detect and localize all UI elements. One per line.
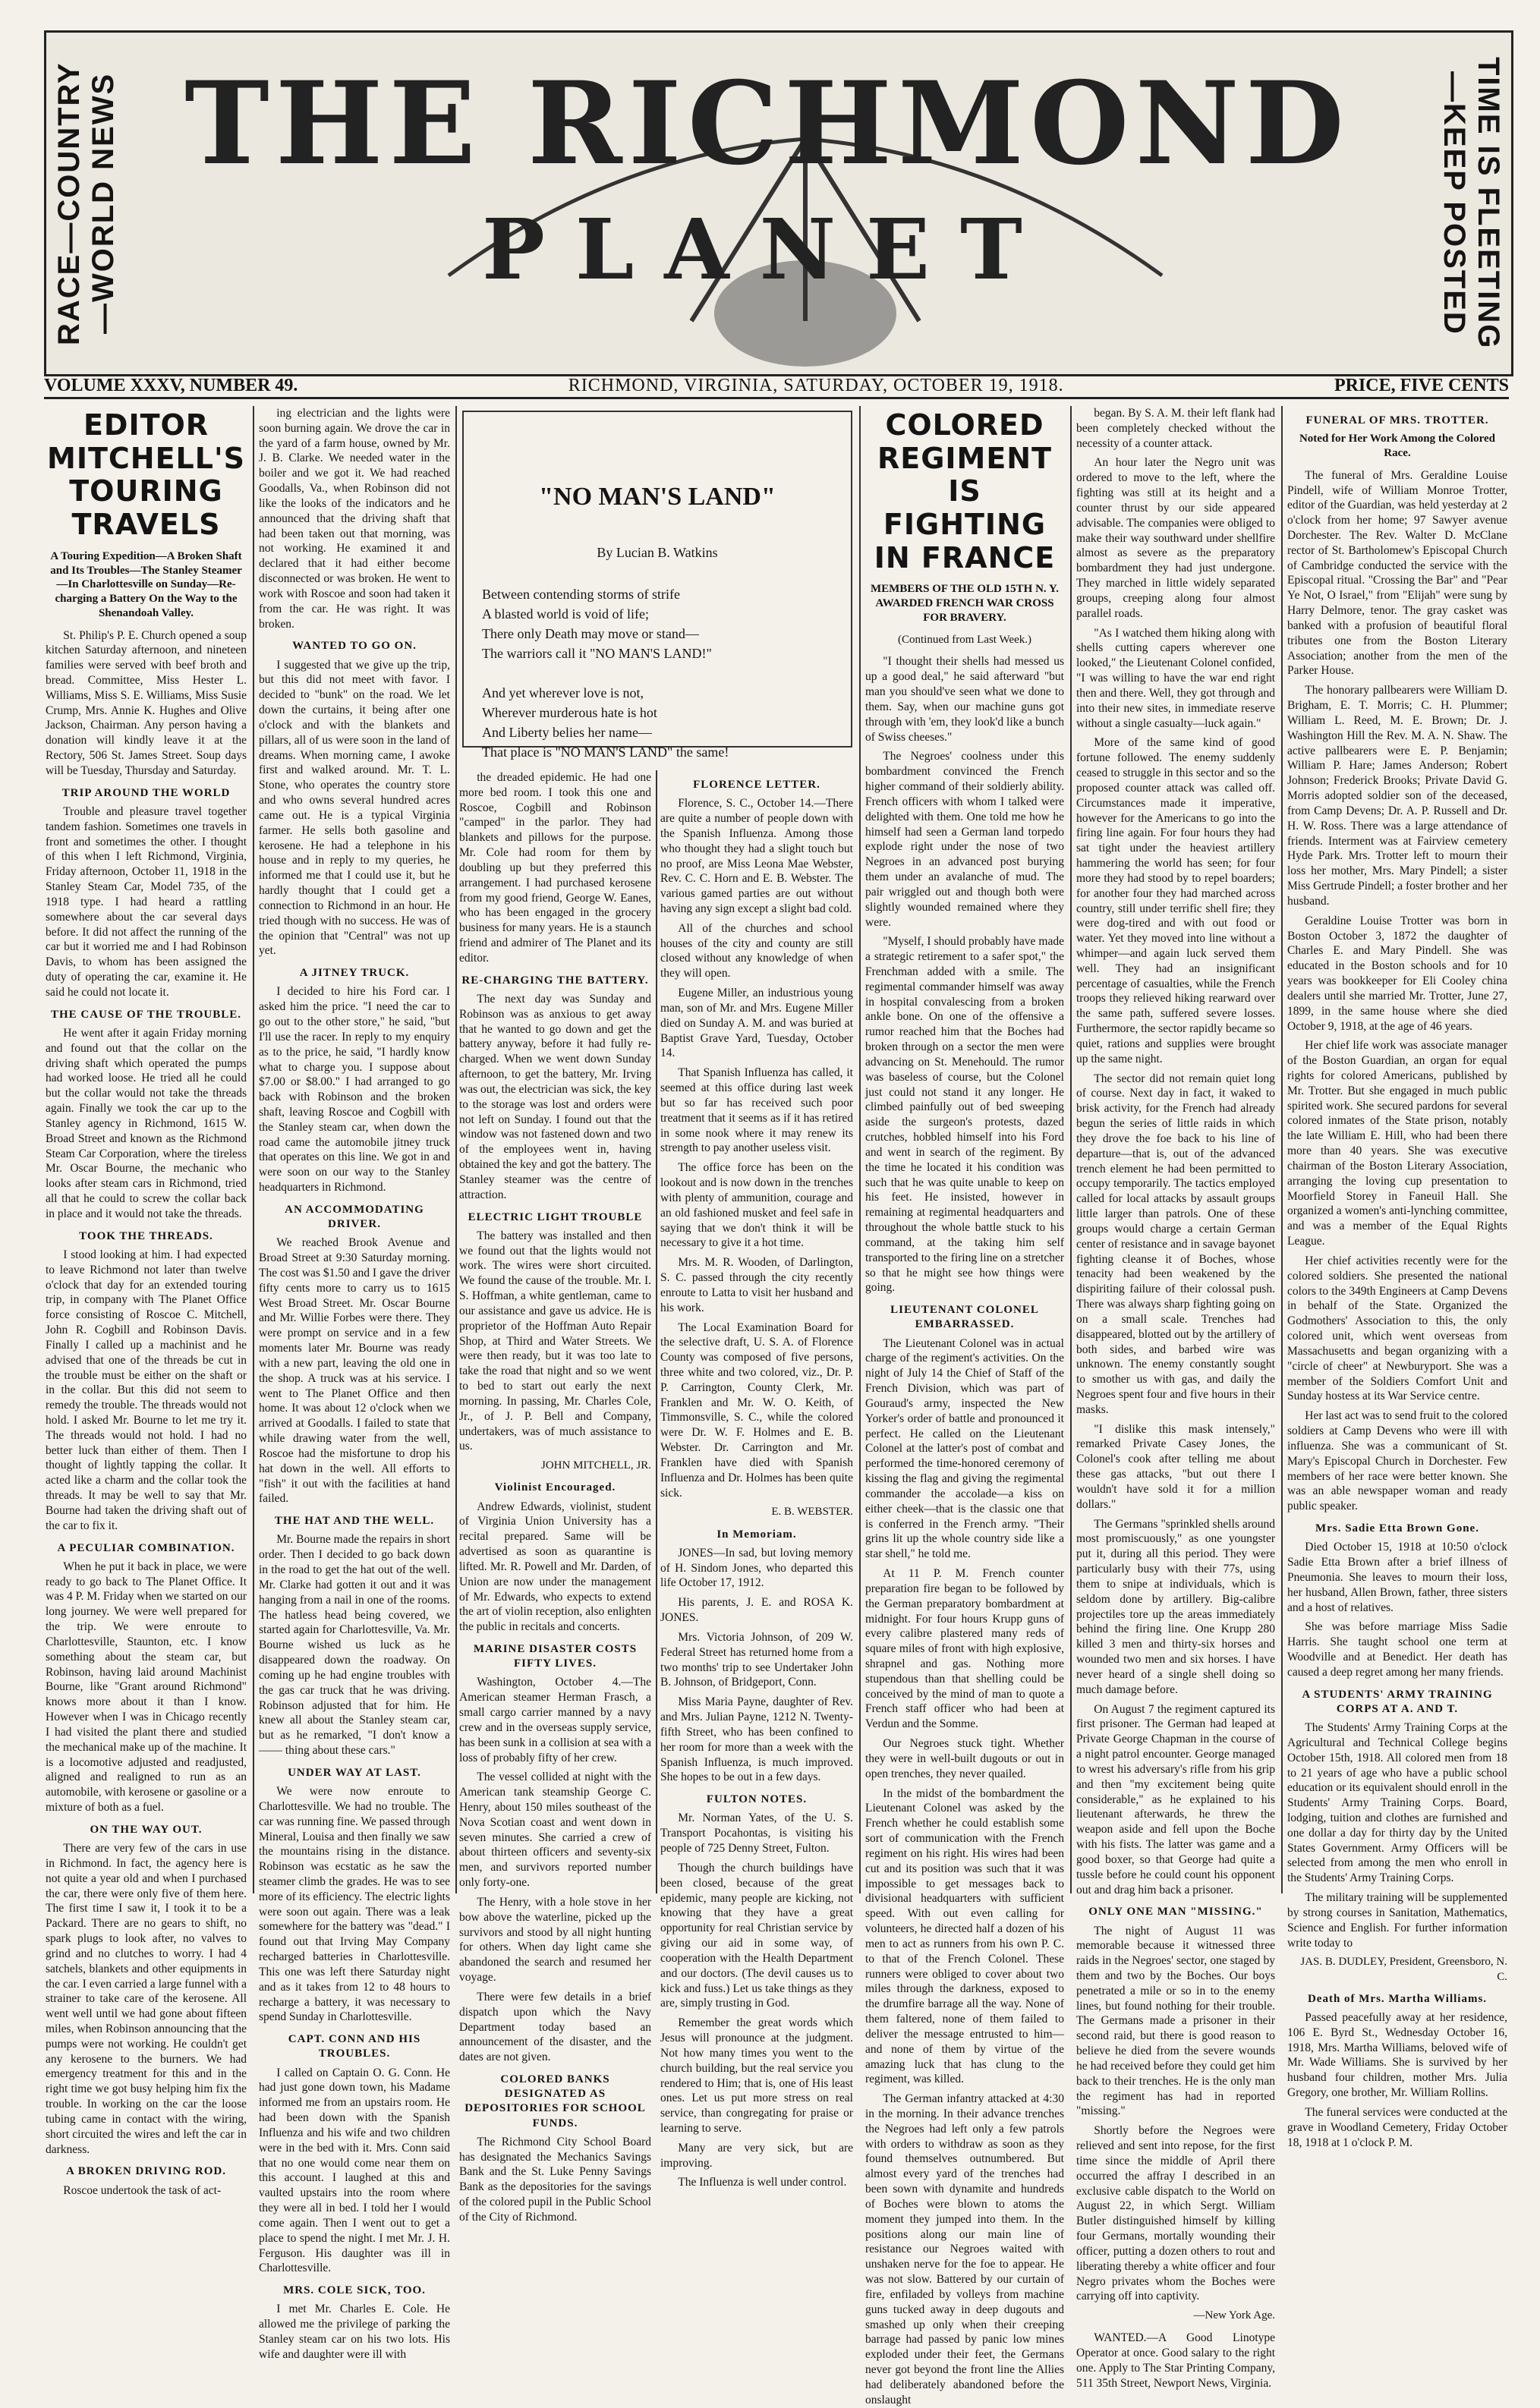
poem-line: There only Death may move or stand— — [482, 625, 699, 641]
paragraph: I stood looking at him. I had expected to leave Richmond not later than twelve o'clock that day for an extended touring trip, in company with The Planet Office force consisting of Roscoe C. Mitchell, John R. Cogbill and Robinson Davis. Finally I called up a machinist and he advised that one of the threads be cut in the trouble must be either on the shaft or in the collar. But this did not seem to remedy the trouble. The threads would not hold. I asked Mr. Bourne to let me try it. The threads would not hold. I had no better luck than either of them. Then I thought of lightly tapping the collar. It acted like a charm and the collar took the threads. It may be well to say that Mr. Bourne had taken the driving shaft out of the car to fix it. — [46, 1248, 247, 1532]
paragraph: She was before marriage Miss Sadie Harris. She taught school one term at Woodville and at Benedict. Her death has caused a deep regret among her many friends. — [1287, 1620, 1507, 1679]
dateline — [44, 374, 1509, 399]
paragraph: More of the same kind of good fortune followed. The enemy suddenly ceased to struggle in this sector and so the proposed counter attack was called off. Circumstances made it imperative, however for the Americans to go into the firing line again. For four hours they had sat tight under the heaviest artillery hammering the world has seen; for four more they had stood by to repel boarders; for another four they had marched across country, still under terrific shell fire; they were dog-tired and with out food or water. Yet they moved into line without a whimper—and again luck served them well. They had an insignificant percentage of casualties, while the French troops they relieved hiking rearward over the same path, suffered severe losses. Furthermore, the sector rapidly became so quiet, rations and supplies were brought up the same night. — [1076, 736, 1275, 1066]
subhead: Mrs. Sadie Etta Brown Gone. — [1315, 1522, 1479, 1535]
poem-line: That place is "NO MAN'S LAND" the same! — [482, 744, 729, 760]
paragraph: "I thought their shells had messed us up a good deal," he said afterward "but man you should've seen what we done to them. Say, when our machine guns got through with 'em, they look'd like a bunch of Swiss cheeses." — [865, 655, 1064, 744]
masthead-right-motto: TIME IS FLEETING—KEEP POSTED — [1438, 57, 1505, 350]
subhead: MRS. COLE SICK, TOO. — [283, 2284, 426, 2297]
paragraph: On August 7 the regiment captured its first prisoner. The German had leaped at Private George Chapman in the course of a night patrol encounter. George managed to wrest his adversary's rifle from his grip and then "my excitement being quite considerable," as he explained to his lieutenant afterwards, he threw the weapon aside and fell upon the Boche with his fists. The latter was game and a good boxer, so that George had quite a tussle before he could count his opponent out and drag him back a prisoner. — [1076, 1702, 1275, 1896]
paragraph: the dreaded epidemic. He had one more bed room. I took this one and Roscoe, Cogbill and Robinson "camped" in the parlor. They had blankets and pillows for the purpose. Mr. Cole had room for them by doubling up but they preferred this arrangement. I had purchased kerosene from my good friend, George W. Eanes, who has been engaged in the grocery business for many years. He is a staunch friend and admirer of The Planet and its editor. — [459, 771, 651, 965]
paragraph: Shortly before the Negroes were relieved and sent into repose, for the first time since the middle of April there occurred the affray I described in an exclusive cable dispatch to the World on August 22, in which Sergt. William Butler distinguished himself by killing four Germans, mortally wounding their officer, putting a dozen others to rout and liberating thereby a white officer and four Negro privates whom the Boches were carrying off into captivity. — [1076, 2124, 1275, 2303]
paragraph: The funeral of Mrs. Geraldine Louise Pindell, wife of William Monroe Trotter, editor of the Guardian, was held yesterday at 2 o'clock from her home; 97 Sawyer avenue Dorchester. The Rev. Walter D. McClane rector of St. Bartholomew's Episcopal Church of Cambridge conducted the service with the Episcopal ritual. "Crossing the Bar" and "Pear Ye Not, O Israel," from "Elijah" were sung by Harry Delmore, tenor. The gray casket was banked with a profusion of beautiful floral tributes one from the Boston Literary Association; another from the men of the Parker House. — [1287, 468, 1507, 678]
paragraph: The honorary pallbearers were William D. Brigham, E. T. Morris; C. H. Plummer; William L. Reed, M. E. Brown; Dr. J. Washington Hill the Rev. M. A. N. Shaw. The active pallbearers were E. P. Benjamin; William P. Hare; James Anderson; Robert Johnson; Frederick Brooks; Private David G. Morris adopted soldier son of the deceased, from Camp Devens; Dr. A. P. Russell and Dr. H. W. Ross. There was a large attendance of friends. Interment was at Fairview cemetery Hyde Park. Mrs. Trotter left to mourn their loss her mother, Mrs. Mary Pindell; a sister Miss Gertrude Pindell; a foster brother and her husband. — [1287, 684, 1507, 908]
paragraph: I decided to hire his Ford car. I asked him the price. "I need the car to go out to the other store," he said, "but I'll use the racer. In reply to my enquiry as to the price, he said, "I hardly know what to charge you. I suppose about $7.00 or $8.00." I had arranged to go back with Robinson and the broken shaft, leaving Roscoe and Cogbill with the Stanley steam car, when down the road came the automobile jitney truck that operates on this line. We got in and were soon on our way to the Stanley headquarters in Richmond. — [259, 985, 450, 1195]
deck-trotter: Noted for Her Work Among the Colored Race. — [1299, 433, 1496, 459]
paragraph: Washington, October 4.—The American steamer Herman Frasch, a small cargo carrier manned by a navy crew and in the overseas supply service, has been sunk in a collision at sea with a loss of probably fifty of her crew. — [459, 1676, 651, 1764]
paragraph: Died October 15, 1918 at 10:50 o'clock Sadie Etta Brown after a brief illness of Pneumonia. She leaves to mourn their loss, her husband, Allen Brown, father, three sisters and a host of relatives. — [1287, 1541, 1507, 1614]
poem-title: "NO MAN'S LAND" — [539, 483, 776, 511]
paragraph: The next day was Sunday and Robinson was as anxious to get away that he wanted to go down and get the battery anyway, before it had fully re-charged. When we went down Sunday afternoon, to get the battery, Mr. Irving was out, the electrician was sick, the key to the storage was lost and orders were not left on Sunday. I found out that the window was not fastened down and two of the employees went in, having obtained the key and got the battery. The Stanley steamer was the centre of attraction. — [459, 992, 651, 1201]
paragraph: We were now enroute to Charlottesville. We had no trouble. The car was running fine. We passed through Mineral, Louisa and then finally we saw the mountains rising in the distance. Robinson was ecstatic as he saw the steamer climb the grades. He was to see more of its efficiency. The electric lights were soon out again. There was a leak somewhere for the battery was "dead." I found out that Irving May Company recharged batteries in Charlottesville. This one was left there Saturday night and as it takes from 12 to 48 hours to recharge a battery, it was necessary to spend Sunday in Charlottesville. — [259, 1785, 450, 2024]
paragraph: Eugene Miller, an industrious young man, son of Mr. and Mrs. Eugene Miller died on Sunday A. M. and was buried at Baptist Grave Yard, Tuesday, October 14. — [660, 987, 853, 1060]
subhead: MARINE DISASTER COSTS FIFTY LIVES. — [473, 1642, 638, 1670]
signature: —New York Age. — [1193, 2309, 1275, 2322]
paragraph: "I dislike this mask intensely," remarked Private Casey Jones, the Colonel's cook after telling me about these gas attacks, "but out there I wouldn't have sold it for a million dollars." — [1076, 1422, 1275, 1511]
column-rule — [656, 770, 657, 1893]
subhead: LIEUTENANT COLONEL EMBARRASSED. — [890, 1304, 1039, 1331]
paragraph: The sector did not remain quiet long of course. Next day in fact, it waked to brisk activity, for the French had already begun the series of little raids in which they drove the foe back to his line of departure—that is, out of the advanced trench element he had been permitted to occupy temporarily. The tactics employed called for local attacks by assault groups little larger than patrols. One of these groups would charge a certain German center of resistance and in savage bayonet fighting cleanse it of Boches, whose tenacity had been weakened by the dispiriting failure of their colossal push. There was always sharp fighting going on on a small scale. Trenches had disappeared, blotted out by the artillery of both sides, and barbed wire was unknown. The enemy constantly sought to smother us with gas, and daily the Negroes spent four and five hours in their masks. — [1076, 1072, 1275, 1416]
paragraph: There were few details in a brief dispatch upon which the Navy Department today based an announcement of the disaster, and the dates are not given. — [459, 1990, 651, 2064]
paragraph: Roscoe undertook the task of act- — [63, 2183, 222, 2197]
poem-line: The warriors call it "NO MAN'S LAND!" — [482, 645, 712, 661]
poem-line: And yet wherever love is not, — [482, 685, 644, 700]
paragraph: The funeral services were conducted at the grave in Woodland Cemetery, Friday October 18, 1918 at 1 o'clock P. M. — [1287, 2105, 1507, 2149]
poem-author: By Lucian B. Watkins — [597, 544, 718, 560]
headline-editor-mitchell: EDITOR MITCHELL'S TOURING TRAVELS — [47, 408, 245, 542]
paragraph: Trouble and pleasure travel together tandem fashion. Sometimes one travels in front and sometimes the other. I thought of this when I left Richmond, Virginia, Friday afternoon, October 11, 1918 in the Stanley Steam Car, Model 735, of the 1918 type. I had heard a rattling somewhere about the car several days before. It did not affect the running of the car but it worried me and I had Robinson Davis, to whom has been assigned the duty of operating the car, examine it. He said he could not locate it. — [46, 804, 247, 999]
column-rule — [455, 406, 457, 1893]
masthead-title-line2: PLANET — [482, 200, 1053, 298]
column-2 — [259, 406, 450, 2361]
masthead-title — [160, 55, 1375, 304]
column-6 — [1076, 406, 1275, 2390]
paragraph: The Germans "sprinkled shells around most promiscuously," as one youngster put it, during all this period. They were particularly busy with their 77s, using them to snipe at individuals, which is seldom done by artillery. Big-calibre projectiles tore up the areas immediately behind the firing line. One Krupp 280 killed 3 men and thirty-six horses and wounded two men and six horses. I have never heard of a single shell doing so much damage before. — [1076, 1517, 1275, 1696]
poem-box-container — [459, 406, 855, 763]
paragraph: Andrew Edwards, violinist, student of Virginia Union University has a recital prepared. Same will be advertised as soon as quarantine is lifted. Mr. R. Powell and Mr. Darden, of Union are now under the management of Mr. Edwards, who expects to extend the art of violin reception, also enlighten the public in recitals and concerts. — [459, 1500, 651, 1634]
paragraph: began. By S. A. M. their left flank had been completely checked without the necessity of a counter attack. — [1076, 407, 1275, 450]
paragraph: Remember the great words which Jesus will pronounce at the judgment. Not how many times you went to the church building, but the real service you rendered to Him; that is, one of His least ones. Let us put more stress on real service, than congregating for praise or learning to serve. — [660, 2016, 853, 2135]
subhead: COLORED BANKS DESIGNATED AS DEPOSITORIES FOR SCHOOL FUNDS. — [465, 2073, 646, 2129]
subhead: A PECULIAR COMBINATION. — [57, 1541, 235, 1554]
subhead: CAPT. CONN AND HIS TROUBLES. — [288, 2033, 421, 2060]
column-rule — [253, 406, 254, 1893]
paragraph: Miss Maria Payne, daughter of Rev. and Mrs. Julian Payne, 1212 N. Twenty-fifth Street, who has been confined to her room for more than a week with the Spanish Influenza, is much improved. She hopes to be out in a few days. — [660, 1695, 853, 1784]
paragraph: Mrs. M. R. Wooden, of Darlington, S. C. passed through the city recently enroute to Latta to visit her husband and his work. — [660, 1256, 853, 1314]
column-3 — [459, 770, 651, 2224]
column-1 — [46, 406, 247, 2197]
poem-line: Wherever murderous hate is hot — [482, 705, 657, 721]
paragraph: "Myself, I should probably have made a strategic retirement to a safer spot," the Frenchman added with a smile. The regimental commander himself was away in hospital convalescing from a broken ankle bone. On one of the offensive a rumor reached him that the Boches had broken through on a sector the men were advancing on St. Menehould. The rumor was baseless of course, but the Colonel just could not stand it any longer. He climbed painfully out of bed sweeping aside the surgeon's protests, dazed crutches, hobbled himself into his Ford and went in search of the regiment. By the time he located it his condition was such that he was quite unable to keep on his feet. He insisted, however in remaining at regimental headquarters and throughout the whole battle stuck to his command, at the taking him self transported to the firing line on a stretcher so that he might see how things were going. — [865, 935, 1064, 1295]
paragraph: Florence, S. C., October 14.—There are quite a number of people down with the Spanish Influenza. Among those who thought they had a slight touch but no proof, are Miss Leona Mae Webster, Rev. C. C. Horn and E. B. Webster. The various gamed parties are out without having any sign except a slight bad cold. — [660, 797, 853, 915]
paragraph: St. Philip's P. E. Church opened a soup kitchen Saturday afternoon, and nineteen families were served with beef broth and bread. Committee, Miss Hester L. Williams, Miss S. E. Williams, Miss Susie Crump, Mrs. Annie K. Hughes and Olive Jackson, Chairman. Any person having a donation will kindly leave it at the Rectory, 506 St. James Street. Soup days will be Tuesday, Thursday and Saturday. — [46, 628, 247, 777]
paragraph: I called on Captain O. G. Conn. He had just gone down town, his Madame informed me from an upstairs room. He had been down with the Spanish Influenza and his wife and two children were in the bed with it. Mrs. Conn said that no one would come near them on this account. I laughed at this and vaulted upstairs into the room where they were all in bed. I told her I would come again. Then I went out to get a place to spend the night. I met Mr. J. H. Ferguson. His daughter was ill in Charlottesville. — [259, 2066, 450, 2275]
paragraph: Geraldine Louise Trotter was born in Boston October 3, 1872 the daughter of Charles E. and Mary Pindell. She was educated in the Boston schools and for 10 years was bookkeeper for Eli Cooley china dealers until she married Mr. Trotter, June 27, 1899, in the same house where she died October 9, 1918, at the age of 46 years. — [1287, 914, 1507, 1033]
subhead: A BROKEN DRIVING ROD. — [65, 2165, 227, 2178]
deck-touring: A Touring Expedition—A Broken Shaft and Its Troubles—The Stanley Steamer—In Charlottesville on Sunday—Re-charging a Battery On the Way to the Shenandoah Valley. — [50, 549, 242, 619]
subhead: FLORENCE LETTER. — [693, 779, 820, 791]
column-5 — [865, 406, 1064, 2406]
paragraph: Her last act was to send fruit to the colored soldiers at Camp Devens who were ill with influenza. She was a communicant of St. Mary's Episcopal Church in Dorchester. Few members of her race were better known. She was an able newspaper woman and ready public speaker. — [1287, 1409, 1507, 1513]
paragraph: The Students' Army Training Corps at the Agricultural and Technical College begins October 15th, 1918. All colored men from 18 to 21 years of age who have a public school education or its equivalent should enroll in the Students' Army Training Corps. Board, lodging, tuition and clothes are furnished and one dollar a day for thirty day by the United States Government. Army Officers will be selected from among the men who enroll in the Students' Army Training Corps. — [1287, 1721, 1507, 1885]
subhead: FUNERAL OF MRS. TROTTER. — [1305, 414, 1489, 427]
headline-colored-regiment: COLORED REGIMENT IS FIGHTING IN FRANCE — [874, 408, 1056, 574]
subhead: RE-CHARGING THE BATTERY. — [461, 974, 649, 987]
subhead: A JITNEY TRUCK. — [299, 967, 410, 980]
paragraph: WANTED.—A Good Linotype Operator at once. Good salary to the right one. Apply to The Star Printing Company, 511 35th Street, Newport News, Virginia. — [1076, 2331, 1275, 2390]
paragraph: "As I watched them hiking along with shells cutting capers wherever one looked," the Lieutenant Colonel confided, "I was willing to have the war end right then and there. Well, they got through and into their new sites, in immediate reserve without a single casualty—luck again." — [1076, 626, 1275, 730]
paragraph: JONES—In sad, but loving memory of H. Sindom Jones, who departed this life October 17, 1912. — [660, 1546, 853, 1590]
subhead: THE CAUSE OF THE TROUBLE. — [50, 1008, 242, 1021]
continued-note: (Continued from Last Week.) — [898, 633, 1031, 646]
subhead: Violinist Encouraged. — [494, 1481, 616, 1494]
paragraph: He went after it again Friday morning and found out that the collar on the driving shaft which operated the pumps had worked loose. He tried all he could but the collar would not take the threads again. Finally we took the car up to the Stanley agency in Richmond, 1615 W. Broad Street and known as the Richmond Steam Car Corporation, where the tireless Mr. Oscar Bourne, the mechanic who looks after steam cars in Richmond, tried all that he could to screw the collar back in place and it would not take the threads. — [46, 1026, 247, 1220]
paragraph: There are very few of the cars in use in Richmond. In fact, the agency here is not quite a year old and when I purchased the car, there were only five of them here. The first time I saw it, I took it to be a Packard. There are no gears to shift, no spark plugs to look after, no valves to grind and no clutches to worry. I had 4 satchels, blankets and other equipments in the car. I even carried a large funnel with a strainer to take care of the kerosene. All went well until we had gone about fifteen miles, when Robinson announcing that the pumps were not working. He couldn't get any kerosene to the burners. We had emergency treatment for this and in the right time we got busy helping him fix the trouble. In working on the car the loose tubing came in contact with the wiring, short circuited the wires and left the car in darkness. — [46, 1842, 247, 2156]
paragraph: The Influenza is well under control. — [678, 2176, 847, 2189]
paragraph: His parents, J. E. and ROSA K. JONES. — [660, 1596, 853, 1625]
paragraph: Passed peacefully away at her residence, 106 E. Byrd St., Wednesday October 16, 1918, Mrs. Martha Williams, beloved wife of Mr. Wade Williams. She is survived by her husband four children, mother Mrs. Julia Gregory, one brother, Mr. William Rollins. — [1287, 2011, 1507, 2100]
paragraph: The vessel collided at night with the American tank steamship George C. Henry, about 150 miles southeast of the Nova Scotian coast and went down in seven minutes. She carried a crew of about thirteen officers and seventy-six men, and survivors reported number only forty-one. — [459, 1771, 651, 1890]
signature: E. B. WEBSTER. — [771, 1506, 853, 1519]
paragraph: That Spanish Influenza has called, it seemed at this office during last week but so far has received such poor treatment that it seems as if it has retired in some nook where it may renew its strength to pay another useless visit. — [660, 1066, 853, 1155]
place-date: RICHMOND, VIRGINIA, SATURDAY, OCTOBER 19, 1918. — [568, 375, 1064, 395]
paragraph: The military training will be supplemented by strong courses in Sanitation, Mathematics, Science and English. For further information write today to — [1287, 1891, 1507, 1950]
paragraph: The office force has been on the lookout and is now down in the trenches with plenty of ammunition, courage and an old fashioned musket and feel safe in saying that we don't think it will be necessary to give it a hot time. — [660, 1161, 853, 1250]
price: PRICE, FIVE CENTS — [1334, 375, 1509, 395]
paragraph: Mr. Norman Yates, of the U. S. Transport Pocahontas, is visiting his people of 725 Denny Street, Fulton. — [660, 1812, 853, 1856]
subhead: ELECTRIC LIGHT TROUBLE — [468, 1210, 643, 1223]
subhead: ONLY ONE MAN "MISSING." — [1088, 1906, 1263, 1919]
paragraph: In the midst of the bombardment the Lieutenant Colonel was asked by the French whether he could establish some sort of communication with the French regiment on his right. His wires had been cut and its position was such that it was impossible to get messages back to divisional headquarters with sufficient speed. With out even calling for volunteers, he directed half a dozen of his men to act as runners from his own P. C. to that of the French Colonel. These runners were obliged to cover about two miles through the darkness, exposed to the drumfire barrage all the way. None of them faltered, none of them failed to deliver the message entrusted to him—and none of them by virtue of the amazing luck that has clung to the regiment, was killed. — [865, 1786, 1064, 2086]
paragraph: At 11 P. M. French counter preparation fire began to be followed by the German preparatory bombardment at midnight. For four hours Krupp guns of every calibre plastered many reds of square miles of front with high explosive, shrapnel and gas. Nothing more stupendous than that shelling could be conceived by the mind of man to quote a French staff officer who had been at Verdun and the Somme. — [865, 1567, 1064, 1731]
paragraph: Her chief life work was associate manager of the Boston Guardian, an organ for equal rights for colored Americans, published by Mr. Trotter. But she engaged in much public spirited work. She secured pardons for several colored inmates of the State prison, notably the late William E. Hill, who had been there more than 40 years. She was executive chairman of the Boston Literary Association, arranging the loving cup presentation to Moorfield Storey in Faneuil Hall. She organized a women's anti-lynching committee, and was a member of the Equal Rights League. — [1287, 1039, 1507, 1248]
masthead — [44, 30, 1513, 376]
subhead: THE HAT AND THE WELL. — [274, 1515, 435, 1528]
paragraph: Though the church buildings have been closed, because of the great epidemic, many people are kicking, not knowing that they have a great opportunity for real Christian service by giving our aid in some way, of cooperation with the Health Department and our doctors. (The devil causes us to kick and fuss.) Let us take things as they are, simply trusting in God. — [660, 1861, 853, 2010]
column-7 — [1287, 406, 1507, 2149]
column-rule — [859, 406, 861, 1893]
paragraph: Mr. Bourne made the repairs in short order. Then I decided to go back down in the road to get the hat out of the well. Mr. Clarke had gotten it out and it was hanging from a nail in one of the rooms. The hatless head being covered, we started again for Charlottesville, Va. Mr. Bourne wished us luck as he disappeared down the roadway. On coming up he had engine troubles with the gas car truck that he was driving. Robinson adjusted that for him. He knew all about the Stanley steam car, but as he remarked, "I don't know a —— thing about these cars." — [259, 1533, 450, 1758]
subhead: In Memoriam. — [716, 1528, 797, 1541]
paragraph: We reached Brook Avenue and Broad Street at 9:30 Saturday morning. The cost was $1.50 and I gave the driver fifty cents more to carry us to 1615 West Broad Street. Mr. Oscar Bourne and Mr. Willie Forbes were there. They were prompt on service and in a few moments later Mr. Bourne was ready with a new part, leaving the old one in the shop. A truck was at his service. I went to The Planet Office and then home. It was about 12 o'clock when we arrived at Goodalls. I failed to state that while drawing water from the well, Roscoe had the misfortune to drop his hat down in the well. All efforts to "fish" it out with the facilities at hand failed. — [259, 1236, 450, 1506]
paragraph: Many are very sick, but are improving. — [660, 2141, 853, 2170]
masthead-title-line1: THE RICHMOND — [184, 57, 1350, 190]
poem-box — [462, 411, 852, 760]
volume-number: VOLUME XXXV, NUMBER 49. — [44, 375, 298, 395]
stanza-gap — [482, 663, 833, 683]
subhead: TOOK THE THREADS. — [79, 1229, 213, 1242]
paragraph: ing electrician and the lights were soon burning again. We drove the car in the yard of a farm house, owned by Mr. J. B. Clarke. We needed water in the boiler and we got it. We had reached Goodalls, Va., when Robinson did not like the looks of the indicators and he announced that the driving shaft that had been taken out that morning, was not working. He examined it and declared that it had either become disconnected or was broken. He went to work with Roscoe and soon had taken it from the car. He was right. It was broken. — [259, 407, 450, 631]
paragraph: The Negroes' coolness under this bombardment convinced the French higher command of their soldierly ability. French officers with whom I talked were delighted with them. One told me how he himself had seen a German land torpedo explode right under the nose of two Negroes in an advanced post burying them under an avalanche of mud. The pair wriggled out and though both were slightly wounded remained where they were. — [865, 750, 1064, 929]
signature: JAS. B. DUDLEY, President, Greensboro, N. C. — [1300, 1956, 1507, 1983]
subhead: WANTED TO GO ON. — [292, 640, 417, 653]
signature: JOHN MITCHELL, JR. — [541, 1459, 651, 1472]
paragraph: An hour later the Negro unit was ordered to move to the left, where the fighting was still at its height and a counter thrust by our side appeared advisable. The companies were obliged to make their way southward under shellfire almost as severe as the preparatory bombardment they had just undergone. They marched in little widely separated groups, creeping along four almost parallel roads. — [1076, 456, 1275, 620]
paragraph: The battery was installed and then we found out that the lights would not work. The wires were short circuited. We found the cause of the trouble. Mr. I. S. Hoffman, a white gentleman, came to our assistance and gave us advice. He is proprietor of the Hoffman Auto Repair Shop, at Third and Water Streets. We were then ready, but it was too late to take the road that night and so we went to bed to start out early the next morning. In passing, Mr. Charles Cole, Jr., of J. P. Bell and Company, undertakers, was of much assistance to us. — [459, 1229, 651, 1453]
paragraph: I suggested that we give up the trip, but this did not meet with favor. I decided to "bunk" on the road. We let down the curtains, it being after one o'clock and with the blankets and pillars, all of us were soon in the land of dreams. When morning came, I awoke first and walked around. Mr. T. L. Stone, who operates the country store and who owns several hundred acres came out. He is a typical Virginia farmer. He sells both gasoline and kerosene. He had a telephone in his house and in reply to my queries, he informed me that I could use it, but he hardly thought that I could get a connection to Richmond in an hour. He tried though with no success. He was of the opinion that "Central" was not up yet. — [259, 658, 450, 958]
column-4 — [660, 770, 853, 2189]
paragraph: The German infantry attacked at 4:30 in the morning. In their advance trenches the Negroes had left only a few patrols with orders to withdraw as soon as they found themselves outnumbered. But almost every yard of the trenches had been sown with dynamite and hundreds of Boches were blown to atoms the moment they jumped into them. In the positions along our main line of resistance our Negroes waited with unshaken nerve for the foe to appear. He was not slow. Battered by our curtain of fire, enfiladed by volleys from machine guns tucked away in deep dugouts and smashed up only when their creeping barrage had passed by panic low mines exploded under their feet, the Germans never got beyond the front line the Allies had deliberately abandoned before the onslaught — [865, 2092, 1064, 2406]
subhead: Death of Mrs. Martha Williams. — [1307, 1992, 1488, 2005]
column-rule — [1281, 406, 1283, 1893]
paragraph: Mrs. Victoria Johnson, of 209 W. Federal Street has returned home from a two months' trip to see Undertaker John B. Johnson, of Bridgeport, Conn. — [660, 1630, 853, 1689]
poem-line: Between contending storms of strife — [482, 586, 680, 602]
subhead: ON THE WAY OUT. — [90, 1823, 203, 1836]
paragraph: All of the churches and school houses of the city and county are still closed without any knowledge of when they will open. — [660, 921, 853, 981]
subhead: AN ACCOMMODATING DRIVER. — [285, 1203, 424, 1231]
poem-line: And Liberty belies her name— — [482, 725, 652, 741]
subhead: TRIP AROUND THE WORLD — [61, 786, 231, 799]
paragraph: Her chief activities recently were for the colored soldiers. She presented the national colors to the 349th Engineers at Camp Devens in behalf of the State. Organized the Godmothers' Association to this, the only colored unit, which went overseas from Massachusetts and began organizing with a "circle of cheer" at Newburyport. She was a member of the Soldiers Comfort Unit and Sunday hostess at its War Service centre. — [1287, 1254, 1507, 1403]
paragraph: The Lieutenant Colonel was in actual charge of the regiment's activities. On the night of July 14 the Chief of Staff of the French Division, which was part of Gouraud's army, inspected the New Yorker's order of battle and pronounced it perfect. He called on the Lieutenant Colonel at the latter's post of combat and performed the time-honored ceremony of kissing the flag and giving the regimental commander the accolade—a kiss on either cheek—that is the classic one that is conferred in the French army. "Their grins lit up the whole country side like a star shell," he told me. — [865, 1336, 1064, 1561]
subhead: UNDER WAY AT LAST. — [288, 1766, 421, 1779]
masthead-left-motto: RACE—COUNTRY—WORLD NEWS — [52, 61, 120, 345]
paragraph: The Richmond City School Board has designated the Mechanics Savings Bank and the St. Luke Penny Savings Bank as the depositories for the savings of the colored pupil in the Public School of the City of Richmond. — [459, 2135, 651, 2224]
subhead: A STUDENTS' ARMY TRAINING CORPS AT A. AND T. — [1302, 1688, 1493, 1715]
paragraph: The Local Examination Board for the selective draft, U. S. A. of Florence County was composed of five persons, three white and two colored, viz., Dr. P. P. Carrington, County Clerk, Mr. Franklen and Mr. W. O. Keith, of Timmonsville, S. C., while the colored were Dr. W. F. Holmes and E. B. Webster. Dr. Carrington and Mr. Franklen have died with Spanish Influenza and Dr. Holmes has been quite sick. — [660, 1320, 853, 1500]
poem-line: A blasted world is void of life; — [482, 606, 649, 622]
paragraph: The Henry, with a hole stove in her bow above the waterline, picked up the survivors and stood by all night hunting for others. When day light came she abandoned the search and resumed her voyage. — [459, 1895, 651, 1985]
paragraph: Our Negroes stuck tight. Whether they were in well-built dugouts or out in open trenches, they never quailed. — [865, 1737, 1064, 1780]
paragraph: The night of August 11 was memorable because it witnessed three raids in the Negroes' sector, one staged by them and two by the Boches. Our boys penetrated a mile or so in to the enemy lines, but found nothing for their trouble. The Germans made a prisoner in their second raid, but there is good reason to believe he died from the severe wounds he had received before they could get him back to their trenches. He is the only man the regiment has had in reported "missing." — [1076, 1924, 1275, 2118]
column-rule — [1070, 406, 1072, 1893]
paragraph: I met Mr. Charles E. Cole. He allowed me the privilege of parking the Stanley steam car on his two lots. His wife and daughter were ill with — [259, 2303, 450, 2361]
paragraph: When he put it back in place, we were ready to go back to The Planet Office. It was 4 P. M. Friday when we started on our long journey. We were well prepared for the trip. We were enroute to Charlottesville, Staunton, etc. I know something about the steam car, but Robinson, having laid around Machinist Bourne, like "Grant around Richmond" knows more about it than I know. However when I was in Chicago recently I had visited the plant there and studied the mechanical make up of the machine. It is a locomotive adjusted and readjusted, aligned and realigned to run as an automobile, with kerosene or gasoline or a mixture of both as a fuel. — [46, 1560, 247, 1815]
deck-regiment: MEMBERS OF THE OLD 15TH N. Y. AWARDED FRENCH WAR CROSS FOR BRAVERY. — [870, 583, 1060, 624]
subhead: FULTON NOTES. — [706, 1793, 808, 1806]
